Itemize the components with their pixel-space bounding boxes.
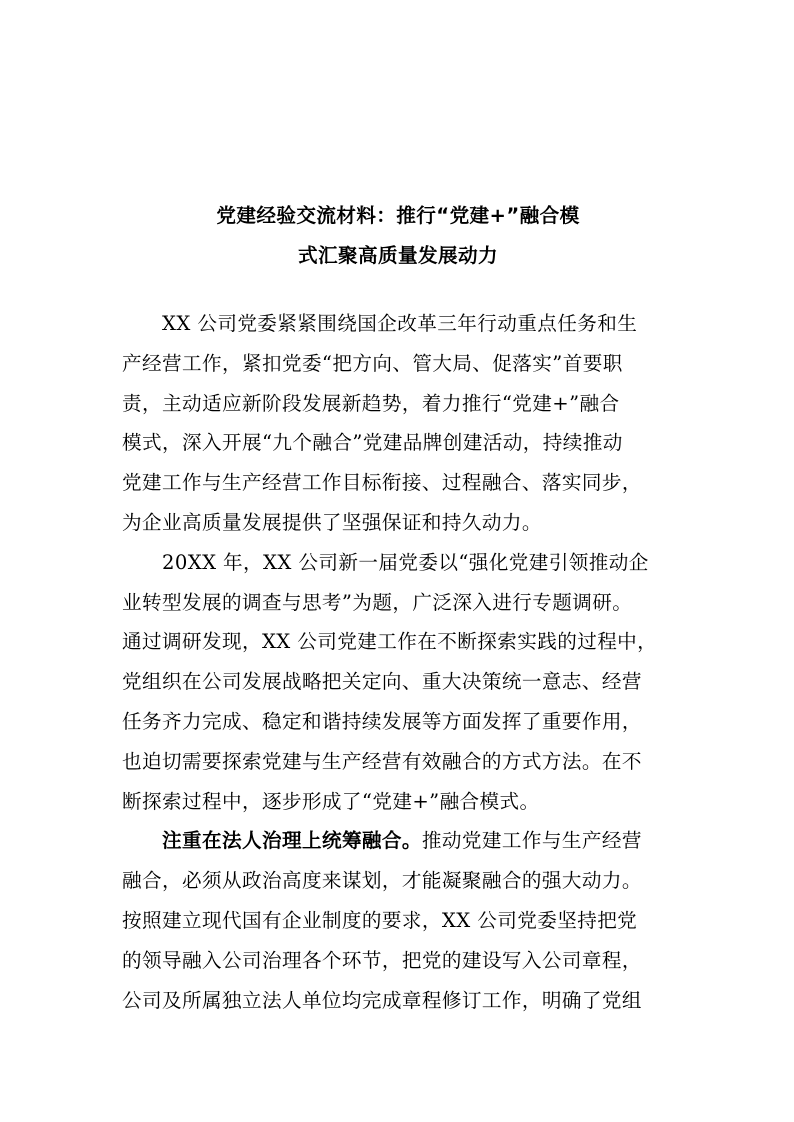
paragraph-line: 融合，必须从政治高度来谋划，才能凝聚融合的强大动力。 [122, 869, 642, 893]
paragraph-text: 推动党建工作与生产经营 [421, 829, 642, 853]
document-title [118, 196, 678, 276]
paragraph-line: 也迫切需要探索党建与生产经营有效融合的方式方法。在不 [122, 749, 642, 773]
paragraph-line: 的领导融入公司治理各个环节，把党的建设写入公司章程， [122, 948, 642, 972]
paragraph-line: 党建工作与生产经营工作目标衔接、过程融合、落实同步， [122, 471, 642, 495]
paragraph-line: 公司及所属独立法人单位均完成章程修订工作，明确了党组 [122, 988, 642, 1012]
paragraph-line: 断探索过程中，逐步形成了“党建+”融合模式。 [122, 789, 540, 813]
paragraph-line: 模式，深入开展“九个融合”党建品牌创建活动，持续推动 [122, 431, 623, 455]
paragraph-line: 党组织在公司发展战略把关定向、重大决策统一意志、经营 [122, 670, 642, 694]
section-heading: 注重在法人治理上统筹融合。 [162, 829, 422, 853]
paragraph-line: 通过调研发现，XX 公司党建工作在不断探索实践的过程中， [122, 630, 658, 654]
title-line-1: 党建经验交流材料：推行“党建+”融合模 [216, 204, 580, 227]
paragraph-line: 责，主动适应新阶段发展新趋势，着力推行“党建+”融合 [122, 391, 620, 415]
paragraph-first-line [122, 821, 678, 861]
paragraph-line: 20XX 年，XX 公司新一届党委以“强化党建引领推动企 [162, 550, 649, 574]
paragraph-line: 任务齐力完成、稳定和谐持续发展等方面发挥了重要作用， [122, 709, 642, 733]
paragraph-line: 业转型发展的调查与思考”为题，广泛深入进行专题调研。 [122, 590, 633, 614]
paragraph-line: 产经营工作，紧扣党委“把方向、管大局、促落实”首要职 [122, 351, 623, 375]
paragraph-line: 为企业高质量发展提供了坚强保证和持久动力。 [122, 510, 542, 534]
paragraph-line: XX 公司党委紧紧围绕国企改革三年行动重点任务和生 [162, 312, 638, 335]
paragraph-1 [122, 304, 678, 543]
title-line-2: 式汇聚高质量发展动力 [298, 243, 498, 267]
paragraph-line: 按照建立现代国有企业制度的要求，XX 公司党委坚持把党 [122, 908, 638, 932]
paragraph-3 [122, 821, 678, 1020]
document-body [122, 304, 678, 1020]
paragraph-2 [122, 543, 678, 822]
